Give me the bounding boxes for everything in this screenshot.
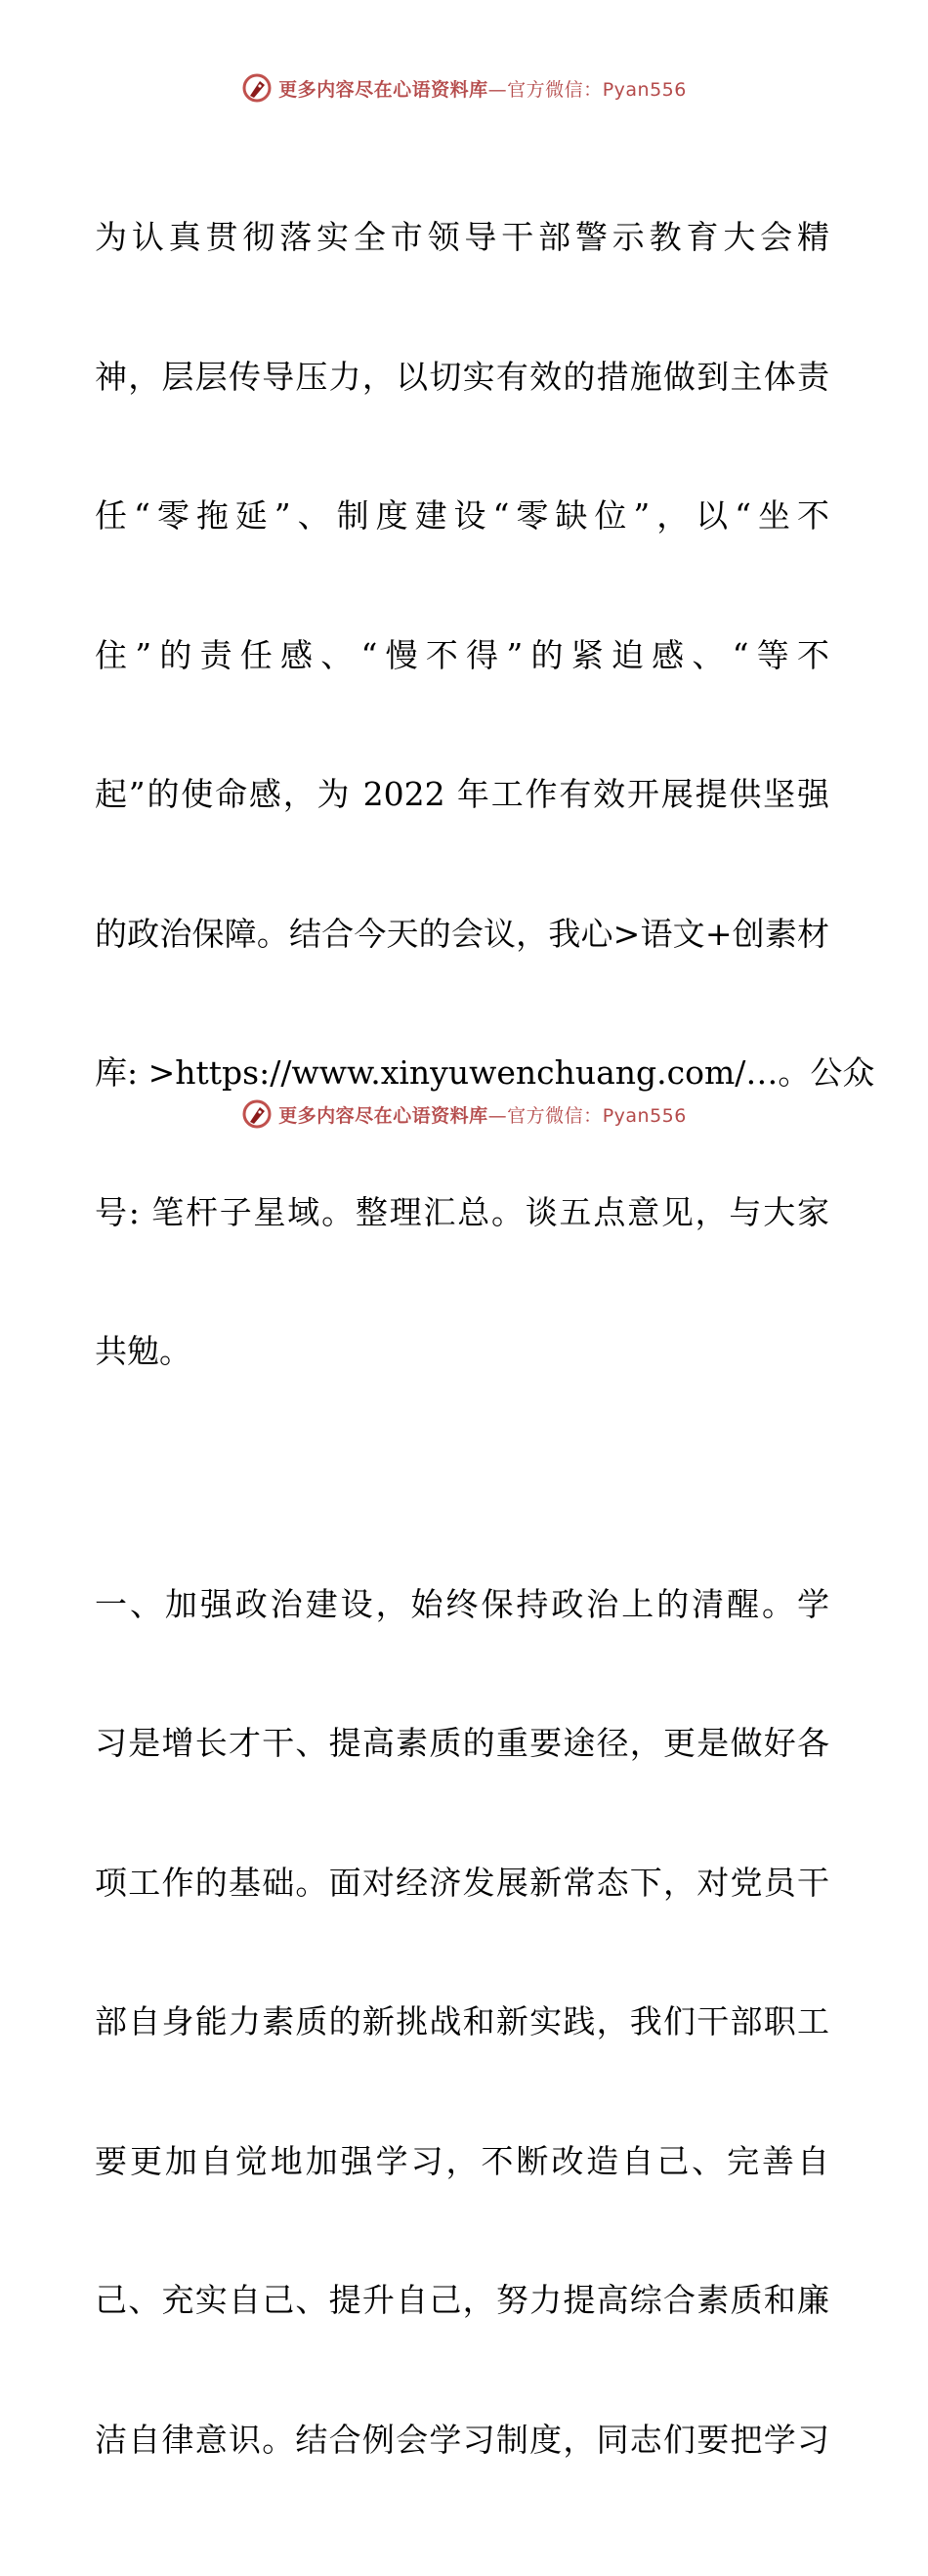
header-banner-text: [278, 75, 687, 102]
text-line: 号: 笔杆子星域。整理汇总。谈五点意见，与大家: [95, 1192, 829, 1231]
text-line: 习是增长才干、提高素质的重要途径，更是做好各: [95, 1724, 829, 1762]
text-line: 项工作的基础。面对经济发展新常态下，对党员干: [95, 1863, 829, 1902]
footer-banner-text: [278, 1101, 687, 1128]
header-wechat-label: 官方微信：: [507, 78, 603, 101]
footer-wechat-id: Pyan556: [602, 1104, 687, 1127]
text-line: 共勉。: [95, 1332, 191, 1370]
document-body: [95, 121, 875, 2576]
text-line: 己、充实自己、提升自己，努力提高综合素质和廉: [95, 2281, 829, 2319]
text-line: 住”的责任感、“慢不得”的紧迫感、“等不: [95, 635, 829, 674]
text-line: 要更加自觉地加强学习，不断改造自己、完善自: [95, 2141, 829, 2180]
text-line: 库: >https://www.xinyuwenchuang.com/…。公众: [95, 1053, 875, 1092]
text-line: 任“零拖延”、制度建设“零缺位”，以“坐不: [95, 496, 829, 535]
paragraph-intro: [95, 121, 875, 1468]
text-line: 洁自律意识。结合例会学习制度，同志们要把学习: [95, 2420, 829, 2459]
footer-wechat-label: 官方微信：: [507, 1104, 603, 1127]
footer-dash: —: [487, 1104, 508, 1127]
text-line: 一、加强政治建设，始终保持政治上的清醒。学: [95, 1584, 829, 1623]
footer-site-name: 更多内容尽在心语资料库: [278, 1104, 488, 1127]
text-line: 部自身能力素质的新挑战和新实践，我们干部职工: [95, 2002, 829, 2040]
header-dash: —: [487, 78, 508, 101]
header-banner: [0, 68, 928, 107]
footer-banner: [0, 1095, 928, 1134]
text-line: 神，层层传导压力，以切实有效的措施做到主体责: [95, 357, 829, 396]
paragraph-section-one: [95, 1488, 829, 2556]
text-line: 为认真贯彻落实全市领导干部警示教育大会精: [95, 218, 829, 256]
pen-nib-circle-icon: [241, 72, 273, 104]
text-line: 的政治保障。结合今天的会议，我心>语文+创素材: [95, 914, 829, 953]
text-line: 起”的使命感，为 2022 年工作有效开展提供坚强: [95, 775, 829, 813]
header-site-name: 更多内容尽在心语资料库: [278, 78, 488, 101]
header-wechat-id: Pyan556: [602, 78, 687, 101]
pen-nib-circle-icon: [241, 1098, 273, 1130]
